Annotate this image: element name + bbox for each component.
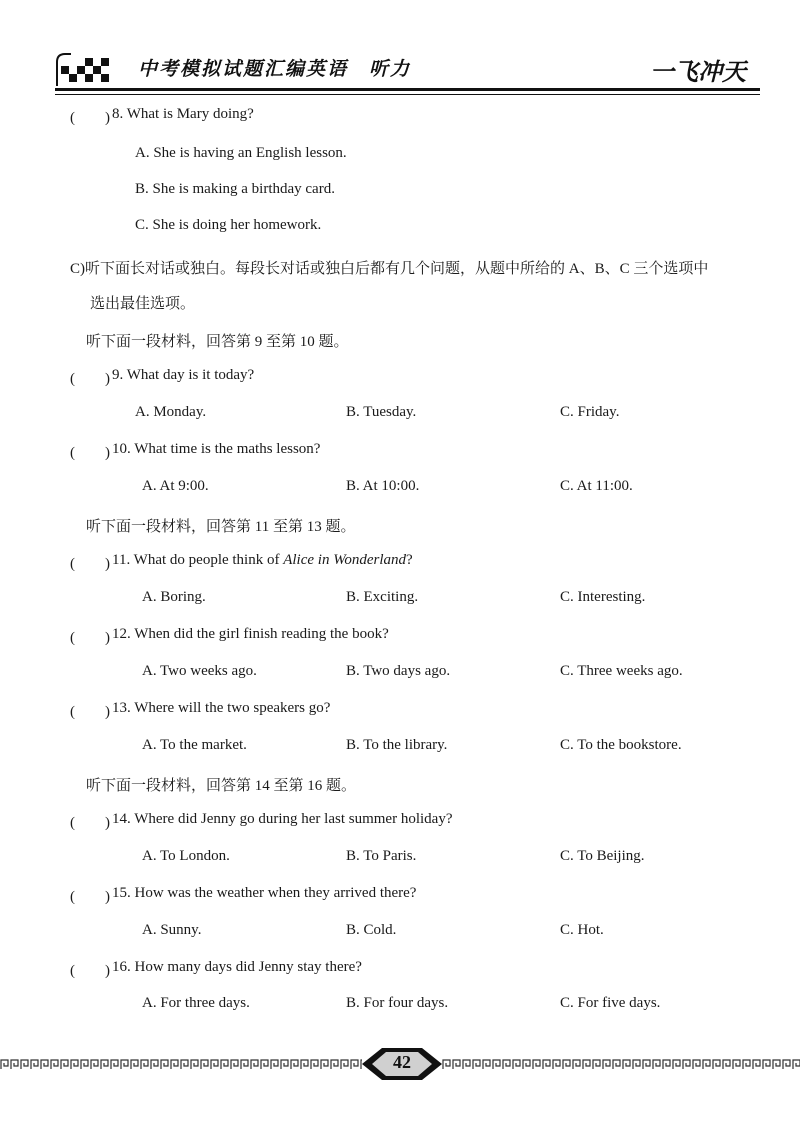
answer-blank[interactable]: ( ) [70, 371, 110, 387]
option-c[interactable]: C. To Beijing. [560, 848, 645, 864]
option-b[interactable]: B. Tuesday. [346, 404, 417, 420]
option-b[interactable]: B. She is making a birthday card. [135, 181, 335, 197]
option-a[interactable]: A. Two weeks ago. [142, 663, 257, 679]
option-a[interactable]: A. To London. [142, 848, 230, 864]
question-text-start: 11. What do people think of [112, 552, 284, 568]
section-c-instructions: C)听下面长对话或独白。每段长对话或独白后都有几个问题，从题中所给的 A、B、C 三个选项中 [70, 261, 709, 277]
question-text: 12. When did the girl finish reading the book? [112, 626, 389, 642]
material-intro: 听下面一段材料，回答第 11 至第 13 题。 [86, 519, 356, 535]
option-c[interactable]: C. At 11:00. [560, 478, 633, 494]
option-a[interactable]: A. Sunny. [142, 922, 202, 938]
material-intro: 听下面一段材料，回答第 9 至第 10 题。 [86, 334, 349, 350]
checker-logo-icon [55, 48, 113, 88]
answer-blank[interactable]: ( ) [70, 630, 110, 646]
header-rule-thin [55, 94, 760, 95]
question-text: 13. Where will the two speakers go? [112, 700, 331, 716]
answer-blank[interactable]: ( ) [70, 963, 110, 979]
option-c[interactable]: C. To the bookstore. [560, 737, 682, 753]
question-mark: ? [405, 552, 413, 568]
question-text: 16. How many days did Jenny stay there? [112, 959, 362, 975]
answer-blank[interactable]: ( ) [70, 889, 110, 905]
option-c[interactable]: C. Hot. [560, 922, 604, 938]
page-header [0, 0, 800, 100]
option-b[interactable]: B. At 10:00. [346, 478, 420, 494]
option-c[interactable]: C. She is doing her homework. [135, 217, 322, 233]
option-b[interactable]: B. To Paris. [346, 848, 417, 864]
answer-blank[interactable]: ( ) [70, 815, 110, 831]
header-rule [55, 88, 760, 91]
greek-key-border-icon [0, 1058, 362, 1070]
option-b[interactable]: B. Exciting. [346, 589, 419, 605]
answer-blank[interactable]: ( ) [70, 110, 110, 126]
page-title: 中考模拟试题汇编英语 听力 [138, 58, 412, 80]
answer-blank[interactable]: ( ) [70, 556, 110, 572]
option-a[interactable]: A. Monday. [135, 404, 207, 420]
question-text: 10. What time is the maths lesson? [112, 441, 321, 457]
page-footer [0, 1040, 800, 1090]
option-b[interactable]: B. To the library. [346, 737, 448, 753]
question-text [112, 552, 413, 569]
option-a[interactable]: A. At 9:00. [142, 478, 209, 494]
question-text: 9. What day is it today? [112, 367, 255, 383]
answer-blank[interactable]: ( ) [70, 704, 110, 720]
option-c[interactable]: C. For five days. [560, 995, 661, 1011]
option-a[interactable]: A. Boring. [142, 589, 206, 605]
option-a[interactable]: A. For three days. [142, 995, 250, 1011]
page-number: 42 [393, 1052, 411, 1072]
option-a[interactable]: A. To the market. [142, 737, 247, 753]
answer-blank[interactable]: ( ) [70, 445, 110, 461]
option-b[interactable]: B. Cold. [346, 922, 397, 938]
option-b[interactable]: B. For four days. [346, 995, 449, 1011]
brand-logo-text: 一飞冲天 [650, 58, 746, 86]
question-text: 8. What is Mary doing? [112, 106, 254, 122]
greek-key-border-icon [442, 1058, 800, 1070]
option-b[interactable]: B. Two days ago. [346, 663, 451, 679]
material-intro: 听下面一段材料，回答第 14 至第 16 题。 [86, 778, 357, 794]
book-title: Alice in Wonderland [283, 552, 406, 568]
option-a[interactable]: A. She is having an English lesson. [135, 145, 347, 161]
section-c-instructions-cont: 选出最佳选项。 [90, 296, 196, 312]
question-text: 14. Where did Jenny go during her last summer holiday? [112, 811, 453, 827]
option-c[interactable]: C. Interesting. [560, 589, 646, 605]
option-c[interactable]: C. Friday. [560, 404, 620, 420]
option-c[interactable]: C. Three weeks ago. [560, 663, 683, 679]
question-text: 15. How was the weather when they arrived there? [112, 885, 417, 901]
